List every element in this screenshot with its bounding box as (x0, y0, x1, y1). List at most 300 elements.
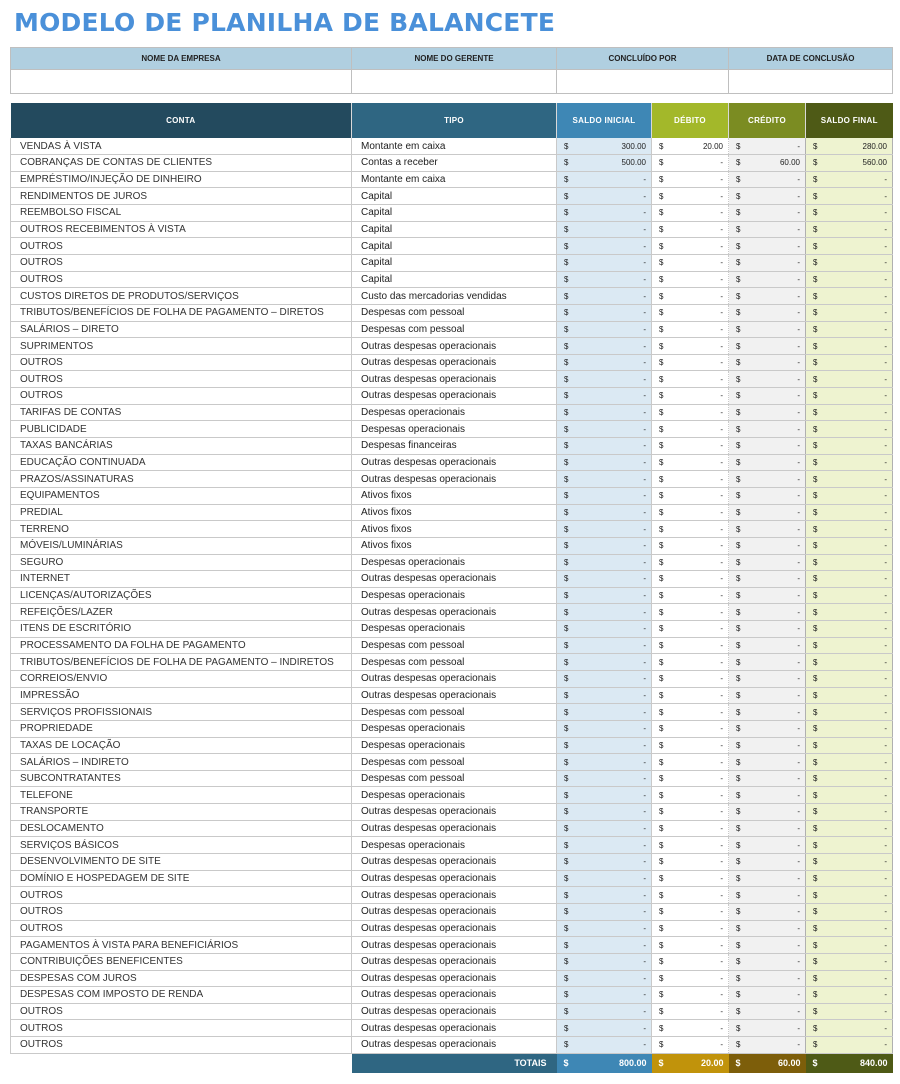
completion-date-cell[interactable] (729, 70, 893, 94)
saldo-inicial-cell[interactable] (557, 604, 652, 621)
credito-cell[interactable] (729, 504, 806, 521)
saldo-final-cell[interactable] (806, 354, 893, 371)
debito-cell[interactable] (652, 720, 729, 737)
saldo-inicial-cell[interactable] (557, 737, 652, 754)
saldo-inicial-cell[interactable] (557, 621, 652, 638)
account-cell[interactable]: SALÁRIOS – INDIRETO (11, 754, 352, 771)
saldo-inicial-cell[interactable] (557, 321, 652, 338)
saldo-inicial-cell[interactable] (557, 987, 652, 1004)
saldo-final-cell[interactable] (806, 371, 893, 388)
account-cell[interactable]: OUTROS (11, 238, 352, 255)
company-name-cell[interactable] (11, 70, 352, 94)
account-cell[interactable]: CUSTOS DIRETOS DE PRODUTOS/SERVIÇOS (11, 288, 352, 305)
type-cell[interactable]: Outras despesas operacionais (352, 953, 557, 970)
type-cell[interactable]: Outras despesas operacionais (352, 887, 557, 904)
saldo-final-cell[interactable] (806, 970, 893, 987)
credito-cell[interactable] (729, 903, 806, 920)
type-cell[interactable]: Despesas com pessoal (352, 304, 557, 321)
debito-cell[interactable] (652, 687, 729, 704)
saldo-final-cell[interactable] (806, 138, 893, 155)
credito-cell[interactable] (729, 238, 806, 255)
account-cell[interactable]: TARIFAS DE CONTAS (11, 404, 352, 421)
saldo-inicial-cell[interactable] (557, 404, 652, 421)
type-cell[interactable]: Outras despesas operacionais (352, 820, 557, 837)
credito-cell[interactable] (729, 321, 806, 338)
saldo-inicial-cell[interactable] (557, 704, 652, 721)
saldo-final-cell[interactable] (806, 987, 893, 1004)
saldo-inicial-cell[interactable] (557, 487, 652, 504)
account-cell[interactable]: CORREIOS/ENVIO (11, 671, 352, 688)
debito-cell[interactable] (652, 1003, 729, 1020)
debito-cell[interactable] (652, 304, 729, 321)
account-cell[interactable]: OUTROS (11, 903, 352, 920)
debito-cell[interactable] (652, 288, 729, 305)
type-cell[interactable]: Despesas operacionais (352, 587, 557, 604)
saldo-final-cell[interactable] (806, 953, 893, 970)
credito-cell[interactable] (729, 271, 806, 288)
credito-cell[interactable] (729, 338, 806, 355)
saldo-final-cell[interactable] (806, 254, 893, 271)
account-cell[interactable]: MÓVEIS/LUMINÁRIAS (11, 537, 352, 554)
saldo-final-cell[interactable] (806, 421, 893, 438)
credito-cell[interactable] (729, 438, 806, 455)
debito-cell[interactable] (652, 987, 729, 1004)
credito-cell[interactable] (729, 205, 806, 222)
type-cell[interactable]: Despesas operacionais (352, 404, 557, 421)
debito-cell[interactable] (652, 854, 729, 871)
saldo-inicial-cell[interactable] (557, 138, 652, 155)
account-cell[interactable]: TRANSPORTE (11, 804, 352, 821)
account-cell[interactable]: REFEIÇÕES/LAZER (11, 604, 352, 621)
account-cell[interactable]: IMPRESSÃO (11, 687, 352, 704)
debito-cell[interactable] (652, 188, 729, 205)
account-cell[interactable]: OUTROS (11, 1020, 352, 1037)
debito-cell[interactable] (652, 737, 729, 754)
debito-cell[interactable] (652, 521, 729, 538)
saldo-final-cell[interactable] (806, 887, 893, 904)
type-cell[interactable]: Outras despesas operacionais (352, 354, 557, 371)
manager-name-cell[interactable] (352, 70, 557, 94)
credito-cell[interactable] (729, 587, 806, 604)
debito-cell[interactable] (652, 704, 729, 721)
saldo-final-cell[interactable] (806, 571, 893, 588)
debito-cell[interactable] (652, 254, 729, 271)
debito-cell[interactable] (652, 221, 729, 238)
saldo-inicial-cell[interactable] (557, 787, 652, 804)
debito-cell[interactable] (652, 205, 729, 222)
type-cell[interactable]: Outras despesas operacionais (352, 471, 557, 488)
saldo-inicial-cell[interactable] (557, 371, 652, 388)
account-cell[interactable]: COBRANÇAS DE CONTAS DE CLIENTES (11, 155, 352, 172)
saldo-final-cell[interactable] (806, 521, 893, 538)
account-cell[interactable]: TELEFONE (11, 787, 352, 804)
saldo-final-cell[interactable] (806, 338, 893, 355)
type-cell[interactable]: Outras despesas operacionais (352, 1020, 557, 1037)
credito-cell[interactable] (729, 820, 806, 837)
saldo-final-cell[interactable] (806, 720, 893, 737)
debito-cell[interactable] (652, 504, 729, 521)
credito-cell[interactable] (729, 987, 806, 1004)
debito-cell[interactable] (652, 671, 729, 688)
saldo-final-cell[interactable] (806, 438, 893, 455)
saldo-inicial-cell[interactable] (557, 1003, 652, 1020)
account-cell[interactable]: TAXAS DE LOCAÇÃO (11, 737, 352, 754)
debito-cell[interactable] (652, 388, 729, 405)
debito-cell[interactable] (652, 820, 729, 837)
credito-cell[interactable] (729, 953, 806, 970)
account-cell[interactable]: SERVIÇOS BÁSICOS (11, 837, 352, 854)
saldo-inicial-cell[interactable] (557, 720, 652, 737)
credito-cell[interactable] (729, 887, 806, 904)
saldo-inicial-cell[interactable] (557, 438, 652, 455)
credito-cell[interactable] (729, 637, 806, 654)
account-cell[interactable]: TRIBUTOS/BENEFÍCIOS DE FOLHA DE PAGAMENTO – DIRETOS (11, 304, 352, 321)
credito-cell[interactable] (729, 837, 806, 854)
type-cell[interactable]: Outras despesas operacionais (352, 338, 557, 355)
type-cell[interactable]: Outras despesas operacionais (352, 671, 557, 688)
saldo-final-cell[interactable] (806, 854, 893, 871)
saldo-inicial-cell[interactable] (557, 171, 652, 188)
saldo-inicial-cell[interactable] (557, 471, 652, 488)
type-cell[interactable]: Despesas financeiras (352, 438, 557, 455)
debito-cell[interactable] (652, 870, 729, 887)
account-cell[interactable]: SERVIÇOS PROFISSIONAIS (11, 704, 352, 721)
type-cell[interactable]: Despesas com pessoal (352, 704, 557, 721)
saldo-inicial-cell[interactable] (557, 221, 652, 238)
type-cell[interactable]: Despesas com pessoal (352, 754, 557, 771)
saldo-final-cell[interactable] (806, 737, 893, 754)
saldo-final-cell[interactable] (806, 155, 893, 172)
account-cell[interactable]: CONTRIBUIÇÕES BENEFICENTES (11, 953, 352, 970)
credito-cell[interactable] (729, 571, 806, 588)
credito-cell[interactable] (729, 720, 806, 737)
account-cell[interactable]: OUTROS (11, 254, 352, 271)
debito-cell[interactable] (652, 354, 729, 371)
saldo-inicial-cell[interactable] (557, 288, 652, 305)
debito-cell[interactable] (652, 537, 729, 554)
saldo-inicial-cell[interactable] (557, 271, 652, 288)
account-cell[interactable]: DESENVOLVIMENTO DE SITE (11, 854, 352, 871)
saldo-inicial-cell[interactable] (557, 421, 652, 438)
account-cell[interactable]: OUTROS (11, 371, 352, 388)
saldo-final-cell[interactable] (806, 554, 893, 571)
saldo-inicial-cell[interactable] (557, 1020, 652, 1037)
debito-cell[interactable] (652, 787, 729, 804)
debito-cell[interactable] (652, 487, 729, 504)
saldo-inicial-cell[interactable] (557, 388, 652, 405)
saldo-final-cell[interactable] (806, 271, 893, 288)
type-cell[interactable]: Ativos fixos (352, 537, 557, 554)
debito-cell[interactable] (652, 637, 729, 654)
type-cell[interactable]: Outras despesas operacionais (352, 388, 557, 405)
type-cell[interactable]: Capital (352, 271, 557, 288)
debito-cell[interactable] (652, 454, 729, 471)
saldo-inicial-cell[interactable] (557, 970, 652, 987)
credito-cell[interactable] (729, 404, 806, 421)
saldo-inicial-cell[interactable] (557, 155, 652, 172)
credito-cell[interactable] (729, 687, 806, 704)
account-cell[interactable]: SUBCONTRATANTES (11, 770, 352, 787)
saldo-final-cell[interactable] (806, 754, 893, 771)
type-cell[interactable]: Outras despesas operacionais (352, 920, 557, 937)
debito-cell[interactable] (652, 171, 729, 188)
saldo-inicial-cell[interactable] (557, 254, 652, 271)
completed-by-cell[interactable] (557, 70, 729, 94)
saldo-final-cell[interactable] (806, 221, 893, 238)
credito-cell[interactable] (729, 704, 806, 721)
type-cell[interactable]: Outras despesas operacionais (352, 1037, 557, 1054)
account-cell[interactable]: SALÁRIOS – DIRETO (11, 321, 352, 338)
credito-cell[interactable] (729, 221, 806, 238)
saldo-final-cell[interactable] (806, 587, 893, 604)
type-cell[interactable]: Capital (352, 221, 557, 238)
credito-cell[interactable] (729, 254, 806, 271)
account-cell[interactable]: TAXAS BANCÁRIAS (11, 438, 352, 455)
debito-cell[interactable] (652, 937, 729, 954)
credito-cell[interactable] (729, 870, 806, 887)
account-cell[interactable]: SEGURO (11, 554, 352, 571)
type-cell[interactable]: Outras despesas operacionais (352, 454, 557, 471)
type-cell[interactable]: Outras despesas operacionais (352, 854, 557, 871)
type-cell[interactable]: Outras despesas operacionais (352, 987, 557, 1004)
debito-cell[interactable] (652, 338, 729, 355)
saldo-inicial-cell[interactable] (557, 338, 652, 355)
debito-cell[interactable] (652, 138, 729, 155)
saldo-final-cell[interactable] (806, 321, 893, 338)
type-cell[interactable]: Capital (352, 238, 557, 255)
saldo-final-cell[interactable] (806, 388, 893, 405)
saldo-inicial-cell[interactable] (557, 770, 652, 787)
credito-cell[interactable] (729, 604, 806, 621)
credito-cell[interactable] (729, 937, 806, 954)
saldo-final-cell[interactable] (806, 171, 893, 188)
type-cell[interactable]: Outras despesas operacionais (352, 604, 557, 621)
credito-cell[interactable] (729, 1020, 806, 1037)
saldo-inicial-cell[interactable] (557, 1037, 652, 1054)
type-cell[interactable]: Outras despesas operacionais (352, 804, 557, 821)
credito-cell[interactable] (729, 371, 806, 388)
type-cell[interactable]: Montante em caixa (352, 171, 557, 188)
credito-cell[interactable] (729, 138, 806, 155)
saldo-final-cell[interactable] (806, 704, 893, 721)
credito-cell[interactable] (729, 737, 806, 754)
type-cell[interactable]: Capital (352, 188, 557, 205)
saldo-inicial-cell[interactable] (557, 920, 652, 937)
type-cell[interactable]: Despesas operacionais (352, 421, 557, 438)
account-cell[interactable]: OUTROS (11, 271, 352, 288)
account-cell[interactable]: REEMBOLSO FISCAL (11, 205, 352, 222)
credito-cell[interactable] (729, 188, 806, 205)
saldo-final-cell[interactable] (806, 770, 893, 787)
type-cell[interactable]: Despesas com pessoal (352, 637, 557, 654)
debito-cell[interactable] (652, 471, 729, 488)
debito-cell[interactable] (652, 903, 729, 920)
account-cell[interactable]: OUTROS (11, 354, 352, 371)
saldo-inicial-cell[interactable] (557, 870, 652, 887)
type-cell[interactable]: Contas a receber (352, 155, 557, 172)
credito-cell[interactable] (729, 537, 806, 554)
credito-cell[interactable] (729, 970, 806, 987)
debito-cell[interactable] (652, 554, 729, 571)
type-cell[interactable]: Outras despesas operacionais (352, 687, 557, 704)
saldo-inicial-cell[interactable] (557, 188, 652, 205)
type-cell[interactable]: Despesas com pessoal (352, 654, 557, 671)
account-cell[interactable]: RENDIMENTOS DE JUROS (11, 188, 352, 205)
saldo-inicial-cell[interactable] (557, 354, 652, 371)
type-cell[interactable]: Despesas com pessoal (352, 321, 557, 338)
credito-cell[interactable] (729, 171, 806, 188)
credito-cell[interactable] (729, 920, 806, 937)
debito-cell[interactable] (652, 770, 729, 787)
account-cell[interactable]: PUBLICIDADE (11, 421, 352, 438)
saldo-inicial-cell[interactable] (557, 937, 652, 954)
saldo-inicial-cell[interactable] (557, 903, 652, 920)
debito-cell[interactable] (652, 571, 729, 588)
debito-cell[interactable] (652, 421, 729, 438)
debito-cell[interactable] (652, 271, 729, 288)
credito-cell[interactable] (729, 454, 806, 471)
account-cell[interactable]: TERRENO (11, 521, 352, 538)
account-cell[interactable]: ITENS DE ESCRITÓRIO (11, 621, 352, 638)
saldo-final-cell[interactable] (806, 604, 893, 621)
debito-cell[interactable] (652, 920, 729, 937)
account-cell[interactable]: PROCESSAMENTO DA FOLHA DE PAGAMENTO (11, 637, 352, 654)
type-cell[interactable]: Ativos fixos (352, 521, 557, 538)
saldo-inicial-cell[interactable] (557, 304, 652, 321)
saldo-inicial-cell[interactable] (557, 837, 652, 854)
saldo-final-cell[interactable] (806, 504, 893, 521)
type-cell[interactable]: Despesas com pessoal (352, 770, 557, 787)
account-cell[interactable]: DESPESAS COM JUROS (11, 970, 352, 987)
debito-cell[interactable] (652, 155, 729, 172)
credito-cell[interactable] (729, 754, 806, 771)
saldo-final-cell[interactable] (806, 870, 893, 887)
saldo-final-cell[interactable] (806, 404, 893, 421)
type-cell[interactable]: Despesas operacionais (352, 787, 557, 804)
account-cell[interactable]: LICENÇAS/AUTORIZAÇÕES (11, 587, 352, 604)
saldo-final-cell[interactable] (806, 1020, 893, 1037)
debito-cell[interactable] (652, 321, 729, 338)
type-cell[interactable]: Outras despesas operacionais (352, 571, 557, 588)
account-cell[interactable]: OUTROS (11, 388, 352, 405)
type-cell[interactable]: Capital (352, 254, 557, 271)
account-cell[interactable]: EQUIPAMENTOS (11, 487, 352, 504)
saldo-final-cell[interactable] (806, 787, 893, 804)
account-cell[interactable]: OUTROS (11, 1003, 352, 1020)
account-cell[interactable]: OUTROS (11, 920, 352, 937)
credito-cell[interactable] (729, 421, 806, 438)
type-cell[interactable]: Outras despesas operacionais (352, 870, 557, 887)
credito-cell[interactable] (729, 1037, 806, 1054)
saldo-inicial-cell[interactable] (557, 238, 652, 255)
saldo-final-cell[interactable] (806, 820, 893, 837)
debito-cell[interactable] (652, 953, 729, 970)
account-cell[interactable]: PREDIAL (11, 504, 352, 521)
credito-cell[interactable] (729, 671, 806, 688)
saldo-final-cell[interactable] (806, 804, 893, 821)
debito-cell[interactable] (652, 804, 729, 821)
saldo-inicial-cell[interactable] (557, 205, 652, 222)
debito-cell[interactable] (652, 621, 729, 638)
saldo-final-cell[interactable] (806, 1037, 893, 1054)
account-cell[interactable]: EDUCAÇÃO CONTINUADA (11, 454, 352, 471)
type-cell[interactable]: Despesas operacionais (352, 737, 557, 754)
account-cell[interactable]: EMPRÉSTIMO/INJEÇÃO DE DINHEIRO (11, 171, 352, 188)
account-cell[interactable]: DOMÍNIO E HOSPEDAGEM DE SITE (11, 870, 352, 887)
account-cell[interactable]: SUPRIMENTOS (11, 338, 352, 355)
credito-cell[interactable] (729, 804, 806, 821)
saldo-inicial-cell[interactable] (557, 654, 652, 671)
debito-cell[interactable] (652, 970, 729, 987)
debito-cell[interactable] (652, 1020, 729, 1037)
type-cell[interactable]: Ativos fixos (352, 487, 557, 504)
credito-cell[interactable] (729, 770, 806, 787)
credito-cell[interactable] (729, 155, 806, 172)
credito-cell[interactable] (729, 487, 806, 504)
type-cell[interactable]: Outras despesas operacionais (352, 1003, 557, 1020)
saldo-inicial-cell[interactable] (557, 637, 652, 654)
account-cell[interactable]: DESPESAS COM IMPOSTO DE RENDA (11, 987, 352, 1004)
saldo-final-cell[interactable] (806, 937, 893, 954)
type-cell[interactable]: Outras despesas operacionais (352, 970, 557, 987)
credito-cell[interactable] (729, 621, 806, 638)
credito-cell[interactable] (729, 388, 806, 405)
account-cell[interactable]: OUTROS RECEBIMENTOS À VISTA (11, 221, 352, 238)
debito-cell[interactable] (652, 654, 729, 671)
saldo-inicial-cell[interactable] (557, 754, 652, 771)
saldo-inicial-cell[interactable] (557, 587, 652, 604)
saldo-inicial-cell[interactable] (557, 454, 652, 471)
account-cell[interactable]: PROPRIEDADE (11, 720, 352, 737)
saldo-final-cell[interactable] (806, 188, 893, 205)
credito-cell[interactable] (729, 288, 806, 305)
saldo-inicial-cell[interactable] (557, 687, 652, 704)
saldo-final-cell[interactable] (806, 288, 893, 305)
debito-cell[interactable] (652, 1037, 729, 1054)
saldo-inicial-cell[interactable] (557, 504, 652, 521)
credito-cell[interactable] (729, 1003, 806, 1020)
saldo-inicial-cell[interactable] (557, 571, 652, 588)
saldo-final-cell[interactable] (806, 304, 893, 321)
type-cell[interactable]: Outras despesas operacionais (352, 903, 557, 920)
credito-cell[interactable] (729, 354, 806, 371)
account-cell[interactable]: VENDAS À VISTA (11, 138, 352, 155)
debito-cell[interactable] (652, 837, 729, 854)
saldo-final-cell[interactable] (806, 654, 893, 671)
type-cell[interactable]: Despesas operacionais (352, 554, 557, 571)
saldo-inicial-cell[interactable] (557, 953, 652, 970)
saldo-final-cell[interactable] (806, 205, 893, 222)
account-cell[interactable]: TRIBUTOS/BENEFÍCIOS DE FOLHA DE PAGAMENTO – INDIRETOS (11, 654, 352, 671)
saldo-inicial-cell[interactable] (557, 521, 652, 538)
saldo-final-cell[interactable] (806, 837, 893, 854)
debito-cell[interactable] (652, 438, 729, 455)
saldo-inicial-cell[interactable] (557, 537, 652, 554)
saldo-final-cell[interactable] (806, 687, 893, 704)
saldo-inicial-cell[interactable] (557, 671, 652, 688)
saldo-final-cell[interactable] (806, 454, 893, 471)
debito-cell[interactable] (652, 371, 729, 388)
credito-cell[interactable] (729, 521, 806, 538)
saldo-final-cell[interactable] (806, 621, 893, 638)
credito-cell[interactable] (729, 554, 806, 571)
debito-cell[interactable] (652, 604, 729, 621)
saldo-final-cell[interactable] (806, 671, 893, 688)
account-cell[interactable]: DESLOCAMENTO (11, 820, 352, 837)
type-cell[interactable]: Capital (352, 205, 557, 222)
saldo-inicial-cell[interactable] (557, 554, 652, 571)
saldo-final-cell[interactable] (806, 238, 893, 255)
